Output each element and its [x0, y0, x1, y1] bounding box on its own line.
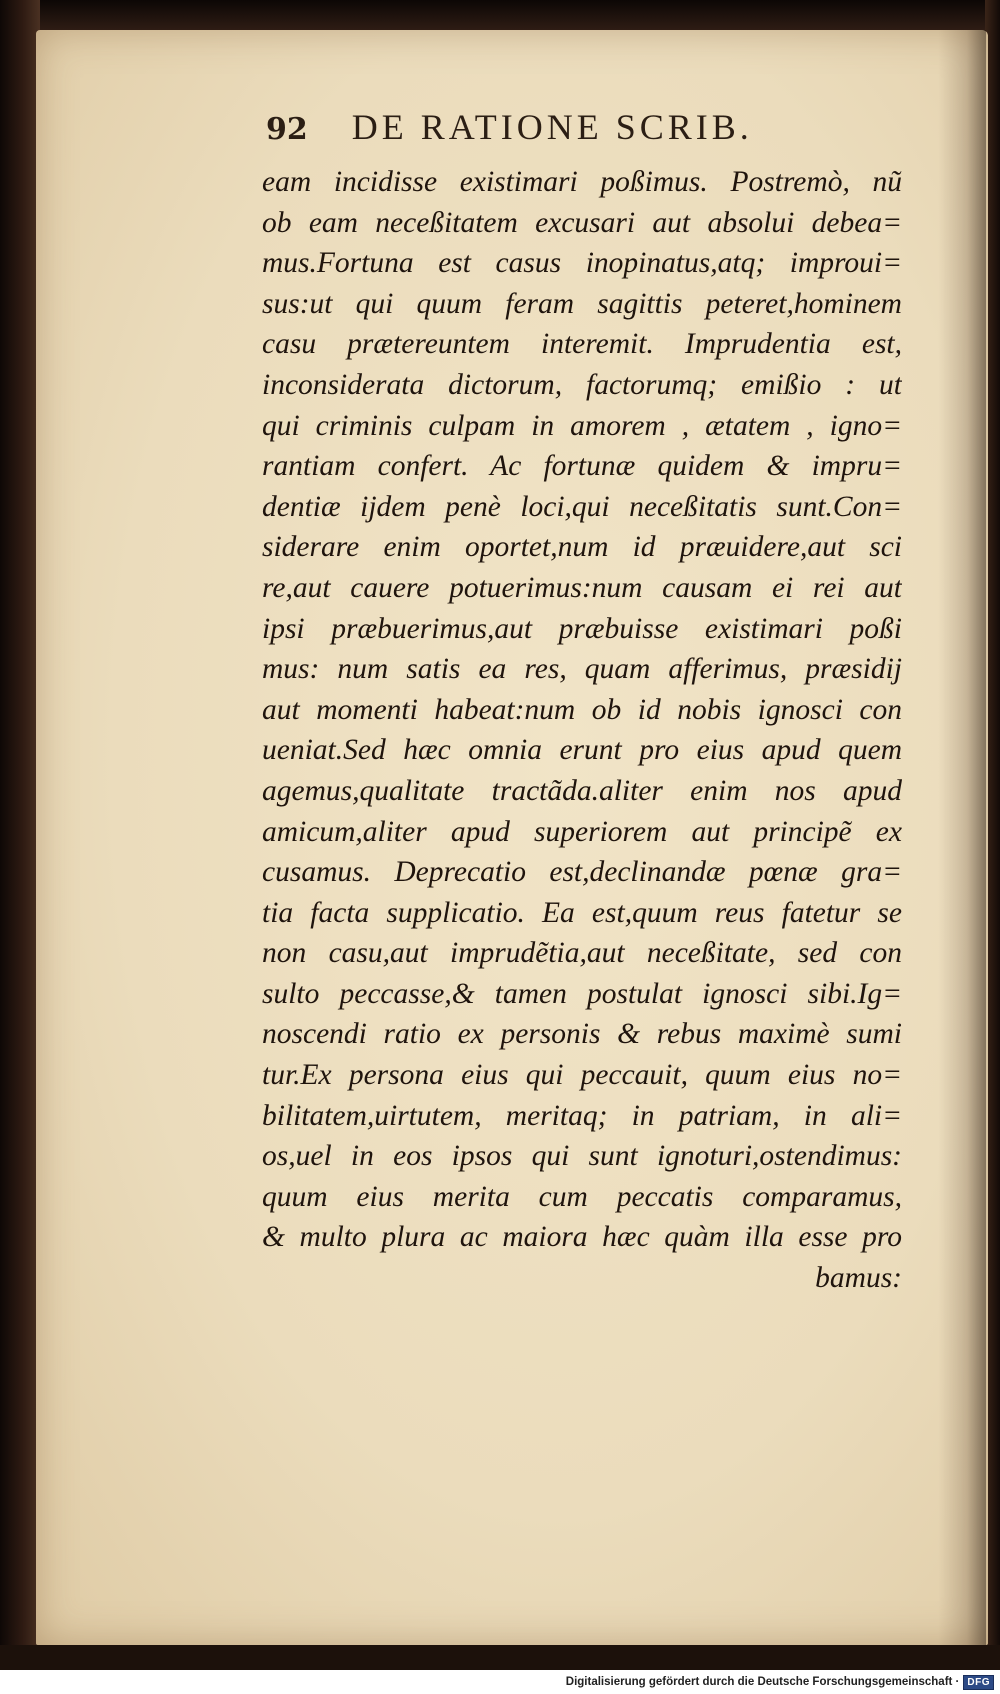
text-line: agemus,qualitate tractãda.aliter enim nos apud: [262, 774, 902, 807]
text-line: tur.Ex persona eius qui peccauit, quum eius no=: [262, 1059, 902, 1092]
text-line: quum eius merita cum peccatis comparamus,: [262, 1180, 902, 1213]
book-bottom-edge: [0, 1645, 1000, 1670]
body-text: [262, 162, 902, 1299]
text-line: ueniat.Sed hæc omnia erunt pro eius apud quem: [262, 734, 902, 767]
text-line: siderare enim oportet,num id præuidere,aut sci: [262, 531, 902, 564]
text-line: dentiæ ijdem penè loci,qui neceßitatis sunt.Con=: [262, 490, 902, 523]
text-line: qui criminis culpam in amorem , ætatem , igno=: [262, 409, 902, 442]
book-top-edge: [0, 0, 1000, 30]
funding-credit: Digitalisierung gefördert durch die Deutsche Forschungsgemeinschaft ·: [565, 1676, 960, 1688]
text-line: ipsi præbuerimus,aut præbuisse existimari poßi: [262, 612, 902, 645]
text-line: mus.Fortuna est casus inopinatus,atq; improui=: [262, 247, 902, 280]
text-line: noscendi ratio ex personis & rebus maximè sumi: [262, 1018, 902, 1051]
page-header: [266, 106, 826, 158]
text-line: inconsiderata dictorum, factorumq; emißio : ut: [262, 368, 902, 401]
text-line: cusamus. Deprecatio est,declinandæ pœnæ gra=: [262, 856, 902, 889]
text-line: aut momenti habeat:num ob id nobis ignosci con: [262, 693, 902, 726]
dfg-logo-icon: DFG: [963, 1675, 994, 1690]
text-line: mus: num satis ea res, quam afferimus, præsidij: [262, 653, 902, 686]
text-line: tia facta supplicatio. Ea est,quum reus fatetur se: [262, 896, 902, 929]
text-line: bilitatem,uirtutem, meritaq; in patriam, in ali=: [262, 1099, 902, 1132]
text-line: bamus:: [815, 1262, 902, 1295]
text-line: re,aut cauere potuerimus:num causam ei rei aut: [262, 571, 902, 604]
running-head: DE RATIONE SCRIB.: [351, 107, 753, 147]
text-line: os,uel in eos ipsos qui sunt ignoturi,ostendimus:: [262, 1140, 902, 1173]
text-line: eam incidisse existimari poßimus. Postremò, nũ: [262, 166, 902, 198]
page-curl-shadow: [938, 30, 986, 1645]
text-line: non casu,aut imprudẽtia,aut neceßitate, sed con: [262, 937, 902, 970]
text-line: sulto peccasse,& tamen postulat ignosci sibi.Ig=: [262, 977, 902, 1010]
book-binding-left: [0, 0, 40, 1670]
text-line: casu prætereuntem interemit. Imprudentia est,: [262, 328, 902, 361]
page-number: 92: [266, 112, 308, 147]
text-line: sus:ut qui quum feram sagittis peteret,hominem: [262, 287, 902, 320]
text-line: amicum,aliter apud superiorem aut principẽ ex: [262, 815, 902, 848]
text-line: & multo plura ac maiora hæc quàm illa esse pro: [262, 1221, 902, 1254]
text-line: ob eam neceßitatem excusari aut absolui debea=: [262, 206, 902, 239]
digitization-footer: [0, 1670, 1000, 1694]
text-line: rantiam confert. Ac fortunæ quidem & impru=: [262, 450, 902, 483]
